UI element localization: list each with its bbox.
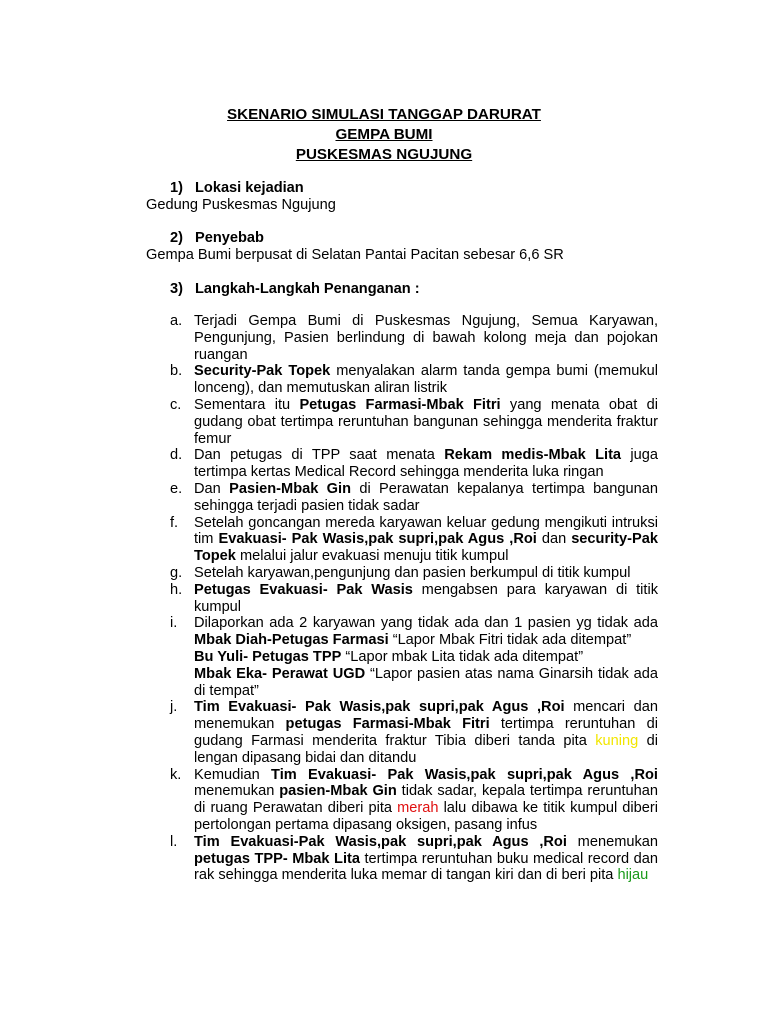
section-body-cause: Gempa Bumi berpusat di Selatan Pantai Pacitan sebesar 6,6 SR — [146, 247, 564, 263]
color-word-red: merah — [397, 800, 439, 817]
list-item: f. Setelah goncangan mereda karyawan keluar gedung mengikuti intruksi tim Evakuasi- Pak Wasis,pak supri,pak Agus ,Roi dan security-Pak Topek melalui jalur evakuasi menuju titik kumpul — [170, 514, 658, 565]
color-word-green: hijau — [617, 867, 649, 884]
list-item: g. Setelah karyawan,pengunjung dan pasien berkumpul di titik kumpul — [170, 564, 631, 581]
list-item: c. Sementara itu Petugas Farmasi-Mbak Fitri yang menata obat di gudang obat tertimpa reruntuhan bangunan sehingga menderita fraktur femur — [170, 396, 658, 447]
section-heading-cause: 2) Penyebab — [170, 230, 264, 246]
doc-title-line-3: PUSKESMAS NGUJUNG — [295, 146, 473, 163]
list-item: e. Dan Pasien-Mbak Gin di Perawatan kepalanya tertimpa bangunan sehingga terjadi pasien tidak sadar — [170, 480, 659, 514]
section-heading-steps: 3) Langkah-Langkah Penanganan : — [170, 281, 420, 297]
list-item: i. Dilaporkan ada 2 karyawan yang tidak ada dan 1 pasien yg tidak ada Mbak Diah-Petugas Farmasi “Lapor Mbak Fitri tidak ada ditempat” Bu Yuli- Petugas TPP “Lapor mbak Lita tidak ada ditempat” Mbak Eka- Perawat UGD “Lapor pasien atas nama Ginarsih tidak ada di tempat” — [170, 615, 658, 699]
list-item: k. Kemudian Tim Evakuasi- Pak Wasis,pak supri,pak Agus ,Roi menemukan pasien-Mbak Gin tidak sadar, kepala tertimpa reruntuhan di ruang Perawatan diberi pita merah lalu dibawa ke titik kumpul diberi pertolongan pertama dipasang oksigen, pasang infus — [170, 766, 658, 833]
list-item: a. Terjadi Gempa Bumi di Puskesmas Ngujung, Semua Karyawan, Pengunjung, Pasien berlindung di bawah kolong meja dan pojokan ruangan — [170, 313, 658, 363]
report-line-ugd: Mbak Eka- Perawat UGD “Lapor pasien atas nama Ginarsih tidak ada di tempat” — [194, 665, 658, 699]
steps-list — [170, 313, 658, 884]
report-line-tpp: Bu Yuli- Petugas TPP “Lapor mbak Lita tidak ada ditempat” — [194, 648, 584, 665]
doc-title-line-2: GEMPA BUMI — [335, 126, 433, 143]
list-item: d. Dan petugas di TPP saat menata Rekam medis-Mbak Lita juga tertimpa kertas Medical Record sehingga menderita luka ringan — [170, 447, 658, 481]
section-heading-location: 1) Lokasi kejadian — [170, 180, 304, 196]
color-word-yellow: kuning — [595, 732, 639, 749]
doc-title-line-1: SKENARIO SIMULASI TANGGAP DARURAT — [227, 106, 541, 123]
list-item: b. Security-Pak Topek menyalakan alarm tanda gempa bumi (memukul lonceng), dan memutuskan aliran listrik — [170, 363, 658, 397]
list-item: j. Tim Evakuasi- Pak Wasis,pak supri,pak Agus ,Roi mencari dan menemukan petugas Farmasi-Mbak Fitri tertimpa reruntuhan di gudang Farmasi menderita fraktur Tibia diberi tanda pita kuning di lengan dipasang bidai dan ditandu — [170, 699, 658, 766]
section-body-location: Gedung Puskesmas Ngujung — [146, 197, 336, 213]
list-item: h. Petugas Evakuasi- Pak Wasis mengabsen para karyawan di titik kumpul — [170, 581, 658, 615]
list-item: l. Tim Evakuasi-Pak Wasis,pak supri,pak Agus ,Roi menemukan petugas TPP- Mbak Lita tertimpa reruntuhan buku medical record dan rak sehingga menderita luka memar di tangan kiri dan di beri pita hijau — [170, 833, 659, 884]
